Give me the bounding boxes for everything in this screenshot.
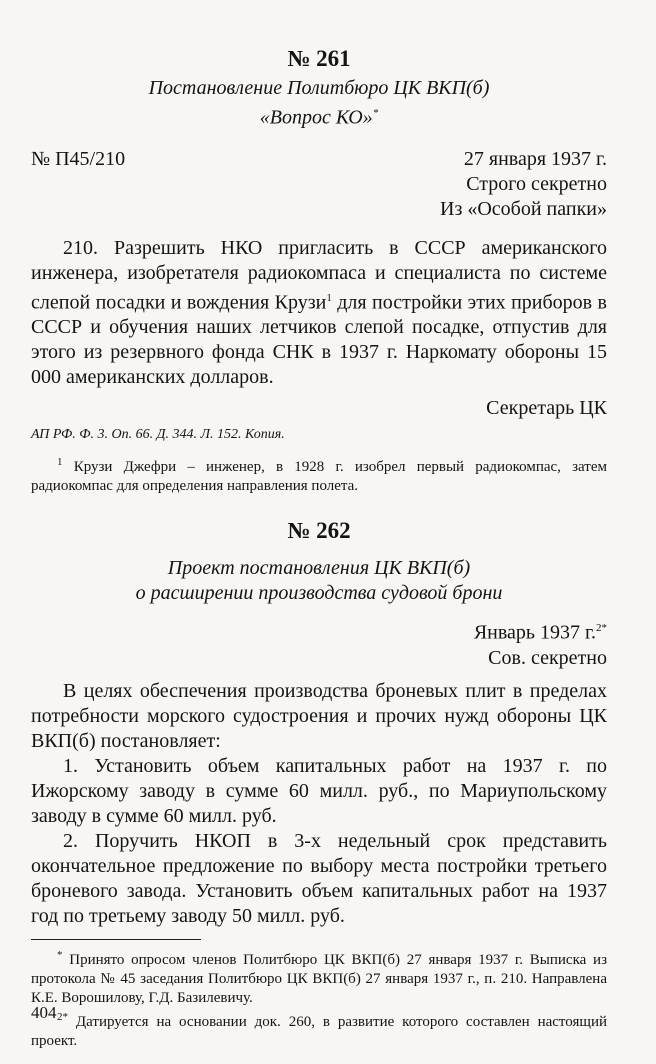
footnote-ref-star: * (372, 107, 379, 119)
doc-262-title-line2: о расширении производства судовой брони (135, 582, 503, 605)
page-number: 404 (31, 1003, 57, 1022)
doc-262-title-line1: Проект постановления ЦК ВКП(б) (167, 557, 471, 580)
doc-262-classification: Сов. секретно (488, 646, 607, 669)
doc-261-title (31, 76, 607, 131)
footnote-ref-2: 2* (596, 622, 607, 635)
doc-261-title-line1: Постановление Политбюро ЦК ВКП(б) (148, 77, 490, 99)
doc-262-item-1: 1. Установить объем капитальных работ на 1937 г. по Ижорскому заводу в сумме 60 милл. руб., по Мариупольскому заводу в сумме 60 милл. руб. (31, 754, 607, 827)
doc-262-date (31, 616, 607, 646)
doc-261-meta (31, 147, 607, 172)
footnote-divider (31, 939, 201, 940)
footnote-ref-1: 1 (326, 291, 332, 304)
doc-261-signature: Секретарь ЦК (486, 397, 607, 420)
doc-262-number: № 262 (287, 518, 351, 544)
doc-261-title-line2 (31, 101, 607, 131)
doc-261-body-before: 210. Разрешить НКО пригласить в СССР американского инженера, изобретателя радиокомпаса и специалиста по системе слепой посадки и вождения Крузи (31, 236, 607, 314)
doc-261-archive: АП РФ. Ф. 3. Оп. 66. Д. 344. Л. 152. Копия. (31, 427, 285, 443)
doc-261-body-after: для постройки этих приборов в СССР и обучения наших летчиков слепой посадке, отпустив для этого из резервного фонда СНК в 1937 г. Наркомату обороны 15 000 американских долларов. (31, 291, 607, 389)
doc-262-intro: В целях обеспечения производства броневых плит в пределах потребности морского судостроения и прочих нужд обороны ЦК ВКП(б) постановляет: (31, 679, 607, 752)
doc-262-title (31, 556, 607, 606)
footnote-1-text: Принято опросом членов Политбюро ЦК ВКП(б) 27 января 1937 г. Выписка из протокола № 45 заседания Политбюро ЦК ВКП(б) 27 января 1937 г., п. 210. Направлена К.Е. Ворошилову, Г.Д. Базилевичу. (31, 951, 607, 1006)
footnote-2 (31, 1008, 607, 1051)
footnote-2-mark: 2* (57, 1010, 68, 1023)
doc-262-item-2: 2. Поручить НКОП в 3-х недельный срок представить окончательное предложение по выбору места постройки третьего броневого завода. Установить объем капитальных работ на 1937 год по третьему заводу 50 милл. руб. (31, 829, 607, 927)
doc-261-source: Из «Особой папки» (440, 197, 607, 220)
doc-261-number: № 261 (287, 46, 351, 71)
doc-261-footnote-text: Крузи Джефри – инженер, в 1928 г. изобрел первый радиокомпас, затем радиокомпас для определения направления полета. (31, 459, 607, 495)
footnote-2-text: Датируется на основании док. 260, в развитие которого составлен настоящий проект. (31, 1013, 607, 1049)
doc-262-date-text: Январь 1937 г. (473, 621, 596, 644)
doc-261-ref: № П45/210 (31, 147, 126, 170)
doc-261-classification: Строго секретно (466, 172, 607, 195)
footnote-1 (31, 946, 607, 1008)
doc-261-body (31, 236, 607, 391)
footnote-1-mark: * (57, 948, 63, 961)
doc-261-footnote-mark: 1 (57, 456, 63, 469)
doc-261-footnote (31, 453, 607, 496)
document-page (31, 40, 607, 1051)
doc-261-date: 27 января 1937 г. (463, 147, 607, 170)
doc-261-title-text: «Вопрос КО» (259, 106, 373, 129)
